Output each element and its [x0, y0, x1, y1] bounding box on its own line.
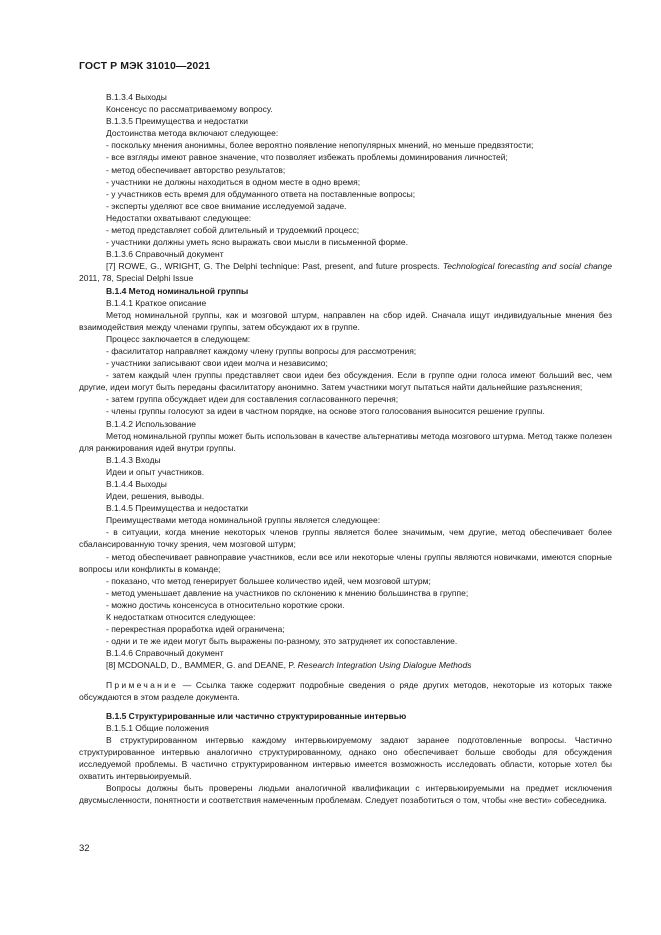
- paragraph: Достоинства метода включают следующее:: [106, 128, 279, 139]
- reference-text: [7] ROWE, G., WRIGHT, G. The Delphi technique: Past, present, and future prospects.: [106, 261, 443, 272]
- section-heading: В.1.5.1 Общие положения: [106, 722, 209, 733]
- paragraph: Консенсус по рассматриваемому вопросу.: [106, 104, 273, 115]
- page-number: 32: [79, 843, 90, 854]
- paragraph: Идеи и опыт участников.: [106, 466, 205, 477]
- list-item: - метод обеспечивает равноправие участников, если все или некоторые члены группы являются новичками, имеются спорные вопросы или конфликты в команде;: [79, 551, 612, 574]
- note-label: Примечание: [106, 679, 179, 690]
- reference-entry: [79, 659, 612, 671]
- section-heading: В.1.4.6 Справочный документ: [106, 648, 224, 659]
- paragraph: В структурированном интервью каждому интервьюируемому задают заранее подготовленные вопросы. Частично структурированное интервью аналогично структурированному, однако оно обеспечивает больше свободы для обсуждения исследуемой проблемы. В частично структурированном интервью имеется возможность исследовать области, которые хотел бы охватить интервьюируемый.: [79, 734, 612, 782]
- list-item: - можно достичь консенсуса в относительно короткие сроки.: [106, 599, 345, 610]
- document-header: ГОСТ Р МЭК 31010—2021: [79, 60, 211, 72]
- reference-text: [8] MCDONALD, D., BAMMER, G. and DEANE, P.: [106, 660, 298, 671]
- section-title: В.1.5 Структурированные или частично структурированные интервью: [106, 710, 407, 721]
- list-item: - все взгляды имеют равное значение, что позволяет избежать проблемы доминирования личностей;: [106, 152, 508, 163]
- paragraph: Преимуществами метода номинальной группы является следующее:: [106, 515, 381, 526]
- reference-entry: [79, 260, 612, 284]
- section-heading: В.1.3.6 Справочный документ: [106, 249, 224, 260]
- paragraph: Идеи, решения, выводы.: [106, 491, 205, 502]
- list-item: - поскольку мнения анонимны, более вероятно появление непопулярных мнений, но меньше предвзятости;: [106, 140, 534, 151]
- list-item: - фасилитатор направляет каждому члену группы вопросы для рассмотрения;: [106, 345, 417, 356]
- list-item: - метод представляет собой длительный и трудоемкий процесс;: [106, 225, 360, 236]
- list-item: - показано, что метод генерирует большее количество идей, чем мозговой штурм;: [106, 575, 431, 586]
- paragraph: Метод номинальной группы может быть использован в качестве альтернативы метода мозгового штурма. Метод также полезен для ранжирования идей внутри группы.: [79, 430, 612, 453]
- list-item: - затем группа обсуждает идеи для составления согласованного перечня;: [106, 394, 399, 405]
- page-content: [79, 91, 612, 806]
- list-item: - одни и те же идеи могут быть выражены по-разному, это затрудняет их сопоставление.: [106, 636, 458, 647]
- section-heading: В.1.4.3 Входы: [106, 454, 161, 465]
- section-heading: В.1.4.2 Использование: [106, 418, 197, 429]
- reference-details: 2011, 78, Special Delphi Issue: [79, 273, 194, 284]
- note: [79, 679, 612, 703]
- section-heading: В.1.4.4 Выходы: [106, 479, 167, 489]
- paragraph: Процесс заключается в следующем:: [106, 333, 251, 344]
- list-item: - метод уменьшает давление на участников по склонению к мнению большинства в группе;: [106, 587, 469, 598]
- list-item: - участники записывают свои идеи молча и независимо;: [106, 358, 328, 369]
- reference-title: Research Integration Using Dialogue Methods: [297, 660, 472, 671]
- paragraph: Вопросы должны быть проверены людьми аналогичной квалификации с интервьюируемыми на предмет исключения двусмысленности, понятности и соответствия намеченным проблемам. Следует позаботиться о том, чтобы «не вести» собеседника.: [79, 783, 612, 806]
- list-item: - в ситуации, когда мнение некоторых членов группы является более значимым, чем другие, метод обеспечивает более сбалансированную точку зрения, чем мозговой штурм;: [79, 527, 612, 550]
- section-heading: В.1.3.4 Выходы: [106, 92, 167, 102]
- reference-journal: Technological forecasting and social change: [442, 261, 612, 272]
- section-title: В.1.4 Метод номинальной группы: [106, 285, 249, 296]
- list-item: - участники не должны находиться в одном месте в одно время;: [106, 176, 361, 187]
- list-item: - участники должны уметь ясно выражать свои мысли в письменной форме.: [106, 237, 408, 248]
- paragraph: Метод номинальной группы, как и мозговой штурм, направлен на сбор идей. Сначала ищут индивидуальные мнения без взаимодействия между членами группы, затем обсуждают их в группе.: [79, 309, 612, 332]
- list-item: - затем каждый член группы представляет свои идеи без обсуждения. Если в группе одни голоса имеют больший вес, чем другие, идеи могут быть переданы фасилитатору анонимно. Затем участники могут пытаться найти дальнейшие разъяснения;: [79, 370, 612, 393]
- section-heading: В.1.4.1 Краткое описание: [106, 297, 207, 308]
- paragraph: Недостатки охватывают следующее:: [106, 212, 252, 223]
- section-heading: В.1.4.5 Преимущества и недостатки: [106, 503, 249, 514]
- list-item: - метод обеспечивает авторство результатов;: [106, 164, 286, 175]
- section-heading: В.1.3.5 Преимущества и недостатки: [106, 116, 249, 127]
- note-text: — Ссылка также содержит подробные сведения о ряде других методов, некоторые из которых также обсуждаются в этом разделе документа.: [79, 679, 612, 702]
- list-item: - эксперты уделяют все свое внимание исследуемой задаче.: [106, 200, 347, 211]
- list-item: - члены группы голосуют за идеи в частном порядке, на основе этого голосования выносится решение группы.: [106, 406, 545, 417]
- paragraph: К недостаткам относится следующее:: [106, 612, 256, 623]
- list-item: - у участников есть время для обдуманного ответа на поставленные вопросы;: [106, 188, 416, 199]
- list-item: - перекрестная проработка идей ограничена;: [106, 624, 285, 635]
